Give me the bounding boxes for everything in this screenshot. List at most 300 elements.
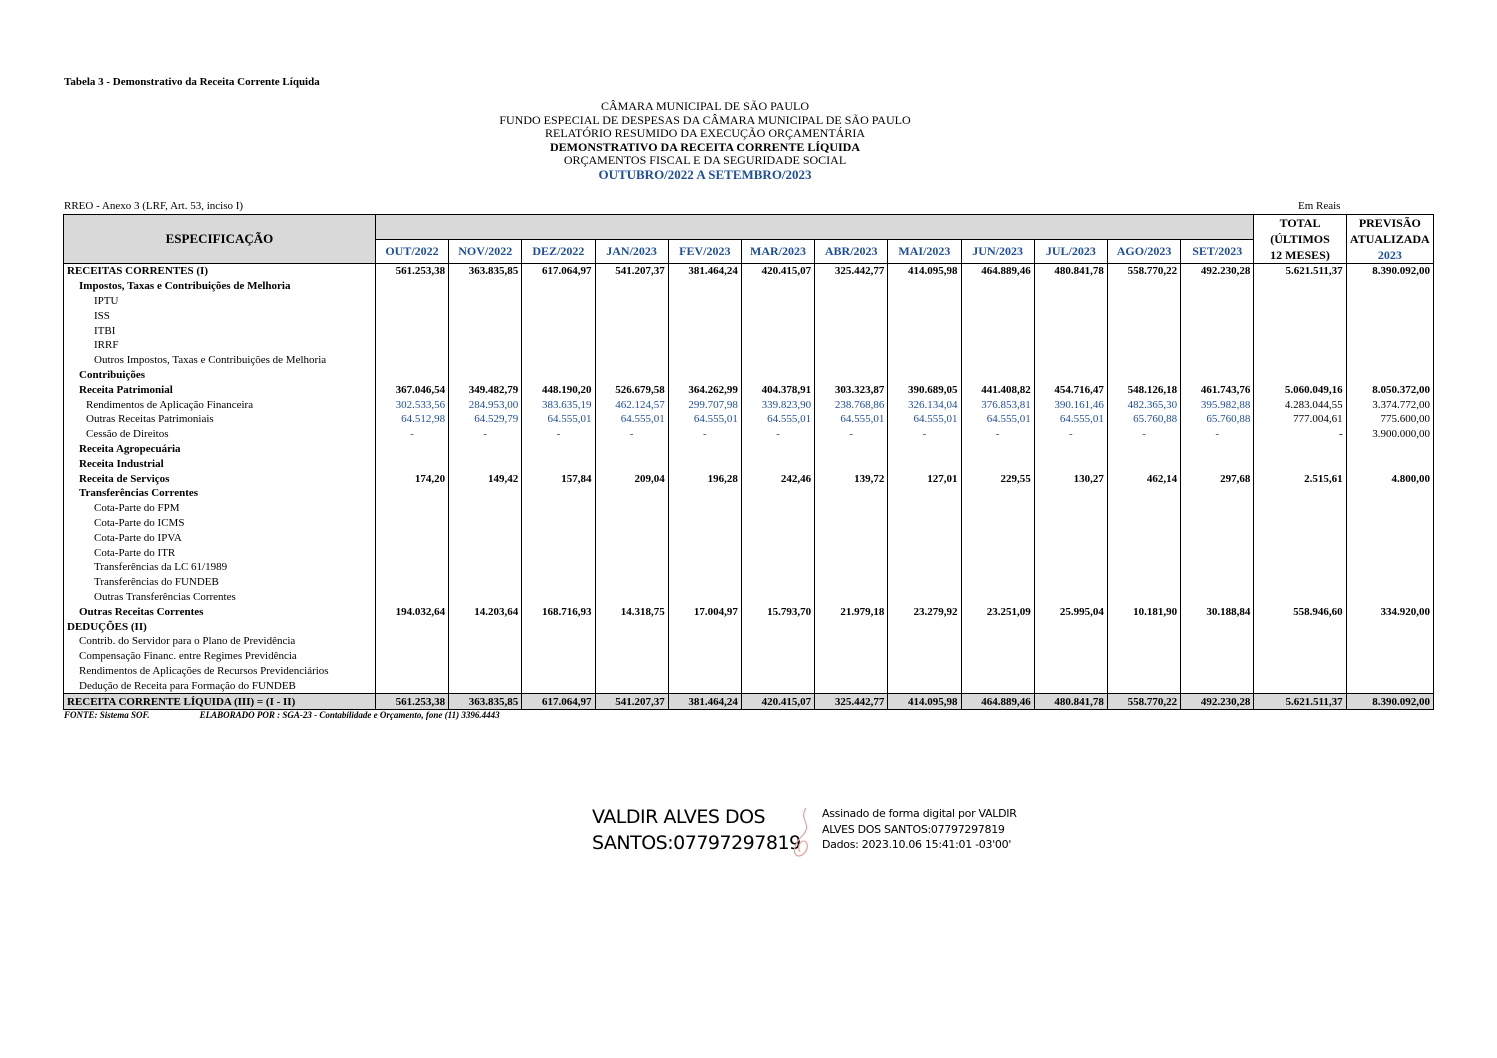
row-label: Compensação Financ. entre Regimes Previdência [64,649,376,664]
month-value-cell [375,368,448,383]
month-value-cell [1181,530,1254,545]
table-header [64,215,1434,264]
month-header: OUT/2022 [375,239,448,264]
forecast-value-cell [1346,294,1433,309]
table-row [64,619,1434,634]
month-value-cell: 64.555,01 [815,412,888,427]
total-value-cell: 4.283.044,55 [1254,397,1346,412]
month-value-cell: 381.464,24 [668,264,741,279]
month-value-cell: - [1181,427,1254,442]
month-value-cell [375,294,448,309]
table-row [64,604,1434,619]
total-value-cell: 2.515,61 [1254,471,1346,486]
month-value-cell [741,279,814,294]
row-label: Outros Impostos, Taxas e Contribuições de Melhoria [64,353,376,368]
total-value-cell [1254,649,1346,664]
month-value-cell [888,308,961,323]
month-value-cell [815,279,888,294]
month-value-cell: 482.365,30 [1107,397,1180,412]
month-value-cell: 617.064,97 [522,694,595,710]
month-value-cell [815,353,888,368]
month-value-cell [961,279,1034,294]
month-value-cell [595,619,668,634]
forecast-value-cell [1346,338,1433,353]
row-label: Receita Industrial [64,456,376,471]
month-value-cell [595,678,668,693]
report-period: OUTUBRO/2022 A SETEMBRO/2023 [598,166,812,182]
month-value-cell [1034,575,1107,590]
month-value-cell [741,456,814,471]
month-value-cell [1034,530,1107,545]
month-value-cell [815,308,888,323]
total-value-cell [1254,294,1346,309]
forecast-value-cell: 3.374.772,00 [1346,397,1433,412]
month-value-cell: 64.555,01 [522,412,595,427]
currency-units: Em Reais [1298,200,1341,212]
month-value-cell [888,678,961,693]
month-value-cell [595,456,668,471]
month-value-cell [961,308,1034,323]
month-value-cell [449,678,522,693]
signature-details [822,806,1017,853]
month-value-cell [1034,338,1107,353]
month-value-cell [375,649,448,664]
row-label: IRRF [64,338,376,353]
forecast-value-cell [1346,516,1433,531]
table-row [64,649,1434,664]
forecast-value-cell [1346,279,1433,294]
month-value-cell [668,575,741,590]
month-value-cell [522,545,595,560]
annex-reference: RREO - Anexo 3 (LRF, Art. 53, inciso I) [64,200,244,212]
month-value-cell [888,619,961,634]
month-value-cell [668,308,741,323]
month-value-cell [595,575,668,590]
month-value-cell [741,590,814,605]
month-header: SET/2023 [1181,239,1254,264]
month-value-cell [375,501,448,516]
forecast-value-cell [1346,501,1433,516]
month-value-cell [449,619,522,634]
month-value-cell [741,501,814,516]
month-value-cell [815,368,888,383]
month-value-cell [1181,501,1254,516]
forecast-header-line: ATUALIZADA [1349,232,1430,246]
month-value-cell: 174,20 [375,471,448,486]
month-value-cell [741,368,814,383]
table-row [64,501,1434,516]
total-value-cell [1254,353,1346,368]
month-value-cell [1181,575,1254,590]
month-value-cell [815,501,888,516]
month-value-cell [668,545,741,560]
total-value-cell [1254,619,1346,634]
month-value-cell: 414.095,98 [888,694,961,710]
month-value-cell: 363.835,85 [449,694,522,710]
forecast-value-cell [1346,678,1433,693]
total-value-cell [1254,308,1346,323]
month-value-cell [888,279,961,294]
forecast-value-cell [1346,442,1433,457]
month-value-cell: - [449,427,522,442]
table-pretitle: Tabela 3 - Demonstrativo da Receita Corrente Líquida [64,76,320,88]
forecast-header-line: PREVISÃO [1358,216,1421,230]
month-value-cell: 404.378,91 [741,382,814,397]
forecast-value-cell [1346,634,1433,649]
table-row [64,516,1434,531]
table-row [64,545,1434,560]
forecast-value-cell [1346,619,1433,634]
signer-name-line: SANTOS:07797297819 [592,832,801,854]
total-value-cell [1254,530,1346,545]
month-value-cell [741,353,814,368]
month-value-cell [595,442,668,457]
month-value-cell [741,294,814,309]
month-value-cell [888,575,961,590]
row-label: ITBI [64,323,376,338]
month-value-cell [1107,590,1180,605]
month-value-cell [375,545,448,560]
month-value-cell [449,649,522,664]
month-value-cell: 363.835,85 [449,264,522,279]
forecast-value-cell [1346,590,1433,605]
month-value-cell [961,590,1034,605]
month-value-cell [1107,501,1180,516]
month-value-cell [815,575,888,590]
month-value-cell [375,308,448,323]
forecast-value-cell: 3.900.000,00 [1346,427,1433,442]
month-value-cell [522,575,595,590]
row-label: RECEITA CORRENTE LÍQUIDA (III) = (I - II) [64,694,376,710]
total-value-cell: 558.946,60 [1254,604,1346,619]
footnote-source: FONTE: Sistema SOF. [64,710,150,720]
month-value-cell: 64.555,01 [888,412,961,427]
month-header: NOV/2022 [449,239,522,264]
row-label: Outras Receitas Patrimoniais [64,412,376,427]
month-value-cell: 454.716,47 [1034,382,1107,397]
month-value-cell: 127,01 [888,471,961,486]
signer-name-line: VALDIR ALVES DOS [592,806,766,828]
month-value-cell [1107,530,1180,545]
month-value-cell: 420.415,07 [741,694,814,710]
month-value-cell [1181,516,1254,531]
month-header: JUN/2023 [961,239,1034,264]
month-value-cell: 149,42 [449,471,522,486]
month-value-cell [1181,294,1254,309]
month-value-cell [815,560,888,575]
month-value-cell [595,501,668,516]
month-value-cell [1181,545,1254,560]
month-value-cell [522,619,595,634]
signature-mark-icon [788,806,818,858]
month-value-cell [449,560,522,575]
month-value-cell [815,530,888,545]
month-value-cell [595,323,668,338]
month-value-cell [961,560,1034,575]
month-value-cell [522,530,595,545]
month-value-cell [449,634,522,649]
row-label: Cota-Parte do ICMS [64,516,376,531]
month-value-cell [888,456,961,471]
month-value-cell [1034,353,1107,368]
month-value-cell [449,368,522,383]
forecast-value-cell [1346,368,1433,383]
month-value-cell [815,649,888,664]
month-value-cell [375,486,448,501]
month-value-cell [888,338,961,353]
total-value-cell: 5.621.511,37 [1254,264,1346,279]
month-value-cell [375,338,448,353]
table-row [64,397,1434,412]
month-value-cell [741,545,814,560]
month-value-cell: 480.841,78 [1034,694,1107,710]
month-value-cell [668,456,741,471]
table-row [64,338,1434,353]
month-value-cell [595,664,668,679]
row-label: Rendimentos de Aplicação Financeira [64,397,376,412]
total-value-cell [1254,279,1346,294]
month-value-cell: 64.529,79 [449,412,522,427]
month-value-cell [961,368,1034,383]
month-value-cell [375,664,448,679]
forecast-value-cell [1346,456,1433,471]
month-value-cell [741,664,814,679]
row-label: DEDUÇÕES (II) [64,619,376,634]
month-value-cell [1107,338,1180,353]
month-value-cell [1107,560,1180,575]
month-value-cell [1107,323,1180,338]
spec-header: ESPECIFICAÇÃO [64,215,376,264]
month-value-cell [1107,353,1180,368]
month-value-cell [522,442,595,457]
month-value-cell [1181,308,1254,323]
table-row [64,308,1434,323]
month-value-cell [1107,486,1180,501]
month-value-cell [888,664,961,679]
heading-line-5: ORÇAMENTOS FISCAL E DA SEGURIDADE SOCIAL [563,153,847,168]
month-value-cell [1181,338,1254,353]
forecast-value-cell [1346,353,1433,368]
month-value-cell: - [741,427,814,442]
month-value-cell [595,294,668,309]
month-value-cell [888,590,961,605]
month-value-cell [668,442,741,457]
month-value-cell [522,294,595,309]
month-value-cell [741,308,814,323]
month-value-cell [888,634,961,649]
month-value-cell [741,678,814,693]
month-value-cell [1181,442,1254,457]
total-header-line: (ÚLTIMOS [1270,232,1330,246]
month-value-cell: 65.760,88 [1181,412,1254,427]
table-row [64,294,1434,309]
month-value-cell: - [522,427,595,442]
month-value-cell [1034,516,1107,531]
table-row [64,353,1434,368]
month-value-cell [668,516,741,531]
heading-line-3: RELATÓRIO RESUMIDO DA EXECUÇÃO ORÇAMENTÁRIA [544,126,865,141]
month-value-cell [595,368,668,383]
month-value-cell [522,501,595,516]
month-value-cell: 464.889,46 [961,694,1034,710]
month-value-cell: 64.555,01 [668,412,741,427]
table-row [64,427,1434,442]
month-value-cell: 414.095,98 [888,264,961,279]
month-value-cell: 299.707,98 [668,397,741,412]
month-value-cell [595,308,668,323]
total-value-cell: 777.004,61 [1254,412,1346,427]
month-value-cell [1107,279,1180,294]
month-value-cell [961,619,1034,634]
row-label: ISS [64,308,376,323]
month-value-cell: 325.442,77 [815,264,888,279]
signer-name [592,804,801,856]
forecast-value-cell: 334.920,00 [1346,604,1433,619]
month-value-cell [668,530,741,545]
month-value-cell: 297,68 [1181,471,1254,486]
forecast-value-cell [1346,530,1433,545]
month-value-cell: 480.841,78 [1034,264,1107,279]
month-value-cell [522,486,595,501]
total-value-cell [1254,338,1346,353]
row-label: Transferências Correntes [64,486,376,501]
month-value-cell [961,338,1034,353]
table-row [64,590,1434,605]
month-header: AGO/2023 [1107,239,1180,264]
month-value-cell: - [961,427,1034,442]
month-header: JAN/2023 [595,239,668,264]
month-value-cell: 23.251,09 [961,604,1034,619]
month-value-cell [1034,323,1107,338]
total-header-line: TOTAL [1279,216,1321,230]
month-value-cell [1107,678,1180,693]
month-value-cell [961,323,1034,338]
month-value-cell [815,619,888,634]
month-value-cell [668,368,741,383]
table-row [64,264,1434,279]
month-value-cell [815,664,888,679]
month-value-cell [449,279,522,294]
month-value-cell: 64.555,01 [1034,412,1107,427]
month-value-cell: 14.203,64 [449,604,522,619]
month-value-cell: 441.408,82 [961,382,1034,397]
row-label: Dedução de Receita para Formação do FUNDEB [64,678,376,693]
month-value-cell [961,664,1034,679]
month-value-cell: 548.126,18 [1107,382,1180,397]
month-value-cell: 139,72 [815,471,888,486]
month-value-cell: 561.253,38 [375,264,448,279]
forecast-value-cell: 8.050.372,00 [1346,382,1433,397]
total-value-cell [1254,442,1346,457]
table-row [64,575,1434,590]
month-value-cell [595,545,668,560]
month-value-cell [1181,664,1254,679]
month-value-cell [449,442,522,457]
month-value-cell [1034,590,1107,605]
month-value-cell [888,516,961,531]
month-value-cell [888,368,961,383]
month-value-cell [741,486,814,501]
month-value-cell [1034,279,1107,294]
month-value-cell [375,456,448,471]
month-value-cell [668,501,741,516]
row-label: RECEITAS CORRENTES (I) [64,264,376,279]
month-value-cell [449,294,522,309]
month-value-cell: 21.979,18 [815,604,888,619]
month-value-cell [1107,456,1180,471]
month-value-cell: 367.046,54 [375,382,448,397]
total-value-cell: 5.621.511,37 [1254,694,1346,710]
months-header-band [375,215,1254,240]
month-value-cell [1107,634,1180,649]
month-value-cell [595,338,668,353]
forecast-value-cell [1346,664,1433,679]
month-value-cell [375,560,448,575]
month-value-cell: 196,28 [668,471,741,486]
month-value-cell [668,678,741,693]
table-row [64,664,1434,679]
month-value-cell: 541.207,37 [595,264,668,279]
month-value-cell [668,353,741,368]
month-value-cell: 302.533,56 [375,397,448,412]
month-value-cell: - [668,427,741,442]
forecast-value-cell: 775.600,00 [1346,412,1433,427]
month-value-cell [888,530,961,545]
table-row [64,323,1434,338]
month-value-cell: 130,27 [1034,471,1107,486]
total-value-cell: 5.060.049,16 [1254,382,1346,397]
month-value-cell [815,338,888,353]
month-value-cell [815,545,888,560]
month-value-cell: 558.770,22 [1107,694,1180,710]
month-value-cell [1181,486,1254,501]
month-value-cell [1181,619,1254,634]
month-value-cell: 349.482,79 [449,382,522,397]
month-value-cell: 381.464,24 [668,694,741,710]
month-value-cell [741,516,814,531]
month-value-cell [1034,294,1107,309]
month-value-cell [888,501,961,516]
month-value-cell [741,338,814,353]
heading-line-4: DEMONSTRATIVO DA RECEITA CORRENTE LÍQUIDA [549,139,861,154]
row-label: Transferências da LC 61/1989 [64,560,376,575]
month-value-cell: 17.004,97 [668,604,741,619]
month-value-cell [668,590,741,605]
forecast-value-cell [1346,560,1433,575]
month-value-cell: - [888,427,961,442]
forecast-header [1346,215,1433,264]
forecast-value-cell: 8.390.092,00 [1346,694,1433,710]
month-value-cell [1107,368,1180,383]
month-value-cell: 30.188,84 [1181,604,1254,619]
month-value-cell: 157,84 [522,471,595,486]
signature-detail-line: Assinado de forma digital por VALDIR [822,807,1017,820]
month-value-cell [1034,619,1107,634]
month-value-cell [815,456,888,471]
table-row [64,442,1434,457]
month-value-cell [668,664,741,679]
month-value-cell [449,486,522,501]
table-row [64,486,1434,501]
month-value-cell [961,486,1034,501]
total-value-cell [1254,516,1346,531]
month-value-cell: 462.124,57 [595,397,668,412]
total-value-cell [1254,456,1346,471]
total-header-line: 12 MESES) [1270,248,1330,262]
month-value-cell [449,338,522,353]
table-row [64,560,1434,575]
month-value-cell [961,516,1034,531]
